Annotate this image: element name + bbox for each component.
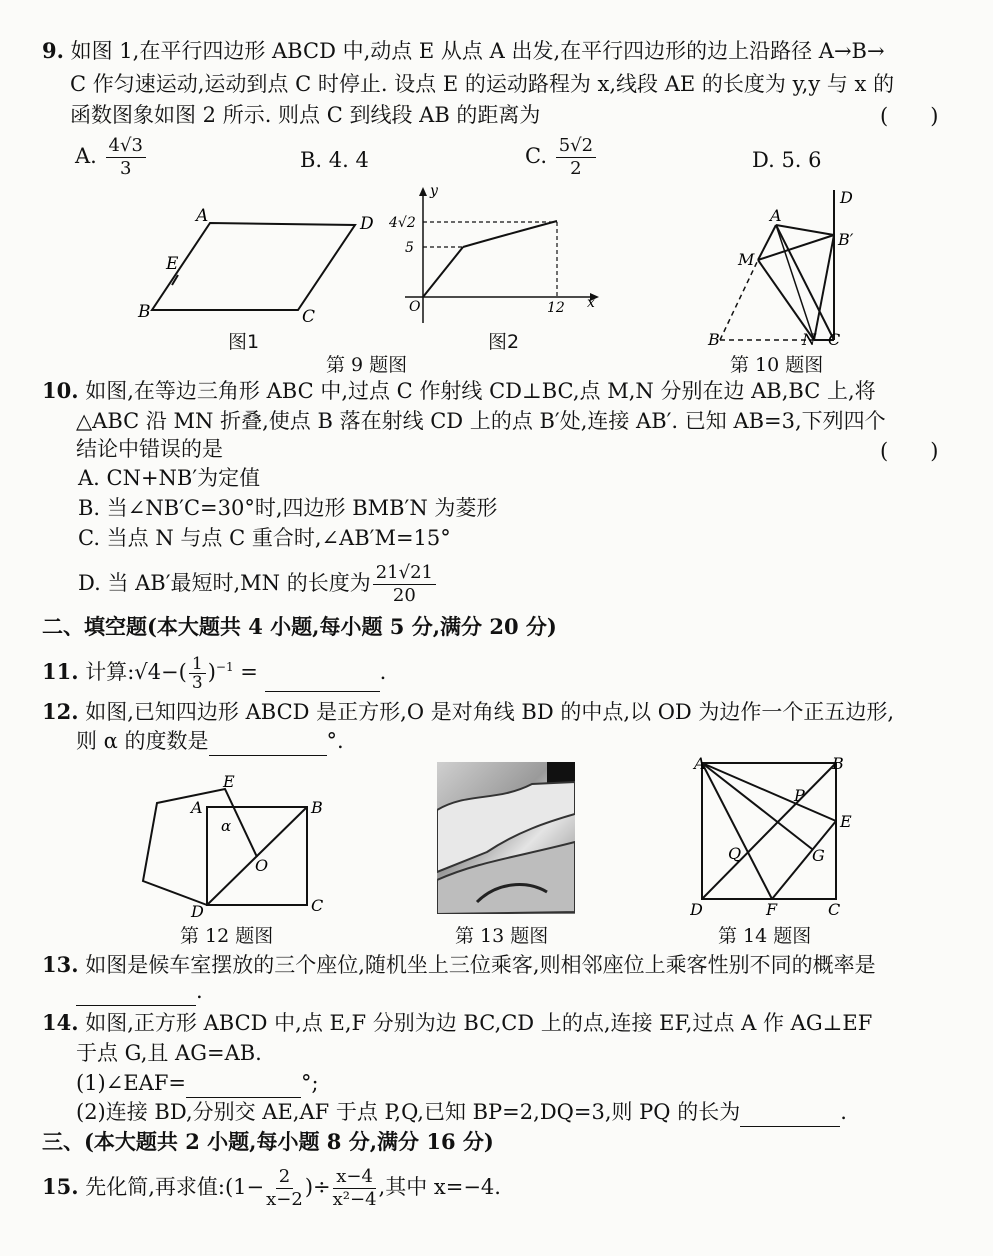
q11-end: . (379, 660, 387, 684)
q14-sub2 (76, 1097, 847, 1127)
q11-answer-blank[interactable] (265, 667, 380, 692)
q11-fraction (189, 655, 206, 692)
q10-line1 (42, 376, 876, 406)
q14-line2: 于点 G,且 AG=AB. (76, 1041, 262, 1065)
q9-option-c-label: C. (525, 144, 547, 168)
segment-ae (702, 763, 836, 821)
q11-line: 11. 计算:√4−( $\frac{1}{3}$ )$^{-1}$ = . (42, 654, 387, 693)
q14-sub1-text: (1)∠EAF= (76, 1071, 187, 1095)
q12-line1 (42, 697, 894, 727)
q9-option-b: B. 4. 4 (300, 148, 369, 172)
q14-sub1-end: °; (301, 1071, 319, 1095)
q12-number: 12. (42, 699, 79, 724)
q15-part2: )÷ (304, 1175, 331, 1199)
label-c: C (828, 330, 841, 349)
frac-den: 2 (570, 158, 582, 179)
label-e: E (166, 254, 179, 274)
segment-nb1 (814, 235, 834, 340)
q10-option-d-fraction (373, 562, 436, 607)
q9-answer-paren: ( ) (880, 104, 939, 128)
label-e: E (840, 812, 852, 831)
frac-num: 5√2 (556, 135, 596, 158)
label-e: E (223, 775, 235, 791)
q10-line3: 结论中错误的是 (76, 437, 223, 461)
q9-option-a-label: A. (75, 144, 97, 168)
graph-curve (463, 221, 557, 247)
q15-text: 先化简,再求值: (85, 1175, 225, 1199)
q12-line2 (76, 726, 344, 756)
q14-caption: 第 14 题图 (718, 925, 812, 947)
q12-degree: °. (326, 729, 344, 753)
q9-fig2-caption: 图2 (488, 331, 520, 353)
frac-den: x−2 (266, 1189, 303, 1210)
segment-af (702, 763, 772, 899)
origin-label: O (409, 299, 421, 315)
frac-den: 3 (119, 158, 132, 179)
q12-figure (135, 775, 335, 920)
q10-number: 10. (42, 378, 79, 403)
q15-fraction-2 (333, 1166, 377, 1211)
q9-figure2 (385, 185, 605, 330)
q10-figure (700, 185, 860, 350)
frac-num: 21√21 (373, 562, 436, 585)
label-a: A (191, 798, 203, 817)
q12-caption: 第 12 题图 (180, 925, 274, 947)
segment-mn (758, 260, 814, 340)
q9-line1 (42, 36, 885, 66)
q13-text: 如图是候车室摆放的三个座位,随机坐上三位乘客,则相邻座位上乘客性别不同的概率是 (85, 953, 876, 977)
label-q: Q (728, 844, 742, 863)
q13-line2 (76, 976, 203, 1006)
q9-option-d: D. 5. 6 (752, 148, 822, 172)
segment-an (776, 225, 814, 340)
q13-answer-blank[interactable] (76, 981, 196, 1006)
q10-option-d (78, 562, 438, 607)
q11-equals: = (240, 660, 258, 684)
diagonal-bd (702, 763, 836, 899)
x-label: x (587, 295, 595, 311)
q12-answer-blank[interactable] (209, 731, 327, 756)
q13-end: . (196, 979, 203, 1003)
q11-number: 11. (42, 659, 79, 684)
parallelogram (152, 223, 355, 310)
q13-number: 13. (42, 952, 79, 977)
q10-option-b: B. 当∠NB′C=30°时,四边形 BMB′N 为菱形 (78, 496, 498, 520)
y-tick-2: 5 (405, 240, 414, 256)
segment-ab1 (776, 225, 834, 235)
q10-text-1: 如图,在等边三角形 ABC 中,过点 C 作射线 CD⊥BC,点 M,N 分别在边 AB,BC 上,将 (85, 379, 876, 403)
frac-num: 2 (276, 1166, 293, 1189)
q15-part1: (1− (224, 1175, 265, 1199)
q14-sub1-answer-blank[interactable] (186, 1073, 301, 1098)
q15-post: ,其中 x=−4. (378, 1175, 501, 1199)
q10-option-a: A. CN+NB′为定值 (78, 466, 261, 490)
label-a: A (694, 755, 706, 773)
q14-sub2-answer-blank[interactable] (740, 1102, 840, 1127)
y-label: y (430, 185, 438, 199)
q14-sub2-end: . (840, 1100, 847, 1124)
q10-option-c: C. 当点 N 与点 C 重合时,∠AB′M=15° (78, 526, 451, 550)
q9-caption: 第 9 题图 (326, 354, 408, 376)
y-axis-arrow (419, 187, 427, 196)
q9-option-c (525, 135, 598, 180)
frac-num: 1 (189, 655, 206, 674)
q13-caption: 第 13 题图 (455, 925, 549, 947)
segment-ag (702, 763, 812, 849)
x-tick-1: 12 (547, 300, 565, 316)
q10-line2: △ABC 沿 MN 折叠,使点 B 落在射线 CD 上的点 B′处,连接 AB′. 已知 AB=3,下列四个 (76, 409, 886, 433)
graph-line-segment (423, 247, 463, 297)
section-3-heading: 三、(本大题共 2 小题,每小题 8 分,满分 16 分) (42, 1129, 494, 1154)
q10-caption: 第 10 题图 (730, 354, 824, 376)
label-n: N (802, 330, 816, 349)
frac-num: x−4 (333, 1166, 376, 1189)
q14-figure (690, 755, 855, 920)
q11-exponent: −1 (215, 660, 234, 674)
seats-sketch (437, 762, 575, 914)
q9-option-a-fraction (106, 135, 146, 180)
frac-num: 4√3 (106, 135, 146, 158)
label-d: D (840, 188, 853, 207)
q14-sub2-text: (2)连接 BD,分别交 AE,AF 于点 P,Q,已知 BP=2,DQ=3,则 PQ 的长为 (76, 1100, 741, 1124)
label-b: B (138, 302, 151, 322)
q9-line2: C 作匀速运动,运动到点 C 时停止. 设点 E 的运动路程为 x,线段 AE 的长度为 y,y 与 x 的 (70, 72, 895, 96)
label-c: C (828, 900, 841, 919)
label-f: F (766, 900, 778, 919)
q15-fraction-1 (266, 1166, 303, 1211)
q14-line1 (42, 1008, 872, 1038)
label-d: D (360, 214, 374, 234)
q10-option-d-text: D. 当 AB′最短时,MN 的长度为 (78, 571, 371, 595)
frac-den: x²−4 (332, 1189, 377, 1210)
label-d: D (690, 900, 703, 919)
segment-ef (772, 821, 836, 899)
label-g: G (812, 846, 825, 865)
q9-option-a (75, 135, 148, 180)
label-a: A (196, 206, 209, 226)
q15-number: 15. (42, 1174, 79, 1199)
q14-sub1 (76, 1068, 319, 1098)
label-d: D (191, 902, 204, 920)
q12-text-1: 如图,已知四边形 ABCD 是正方形,O 是对角线 BD 的中点,以 OD 为边作一个正五边形, (85, 700, 895, 724)
q10-answer-paren: ( ) (880, 439, 939, 463)
label-b-prime: B′ (838, 230, 854, 249)
q9-fig1-caption: 图1 (228, 331, 260, 353)
section-2-heading: 二、填空题(本大题共 4 小题,每小题 5 分,满分 20 分) (42, 614, 557, 639)
q14-number: 14. (42, 1010, 79, 1035)
q11-text: 计算:√4− (85, 660, 179, 684)
label-a: A (770, 206, 782, 225)
q12-text-2: 则 α 的度数是 (76, 729, 209, 753)
frac-den: 3 (191, 673, 203, 693)
label-o: O (255, 856, 269, 875)
label-c: C (311, 896, 324, 915)
q9-number: 9. (42, 38, 64, 63)
photo-dark-corner (547, 762, 575, 784)
label-c: C (302, 307, 316, 325)
y-tick-1: 4√2 (389, 215, 416, 231)
q13-seats-photo (437, 762, 575, 914)
q9-figure1 (130, 205, 380, 325)
label-b: B (832, 755, 844, 773)
q14-text-1: 如图,正方形 ABCD 中,点 E,F 分别为边 BC,CD 上的点,连接 EF,过点 A 作 AG⊥EF (85, 1011, 873, 1035)
label-p: P (794, 786, 805, 805)
label-m: M (738, 250, 755, 269)
label-b: B (708, 330, 720, 349)
label-b: B (311, 798, 323, 817)
q9-text-1: 如图 1,在平行四边形 ABCD 中,动点 E 从点 A 出发,在平行四边形的边上沿路径 A→B→ (70, 39, 885, 63)
frac-den: 20 (392, 585, 416, 606)
q15-line (42, 1163, 501, 1211)
label-alpha: α (221, 817, 232, 835)
segment-bm (720, 260, 758, 340)
q9-option-c-fraction (556, 135, 596, 180)
q9-line3: 函数图象如图 2 所示. 则点 C 到线段 AB 的距离为 (70, 103, 541, 127)
